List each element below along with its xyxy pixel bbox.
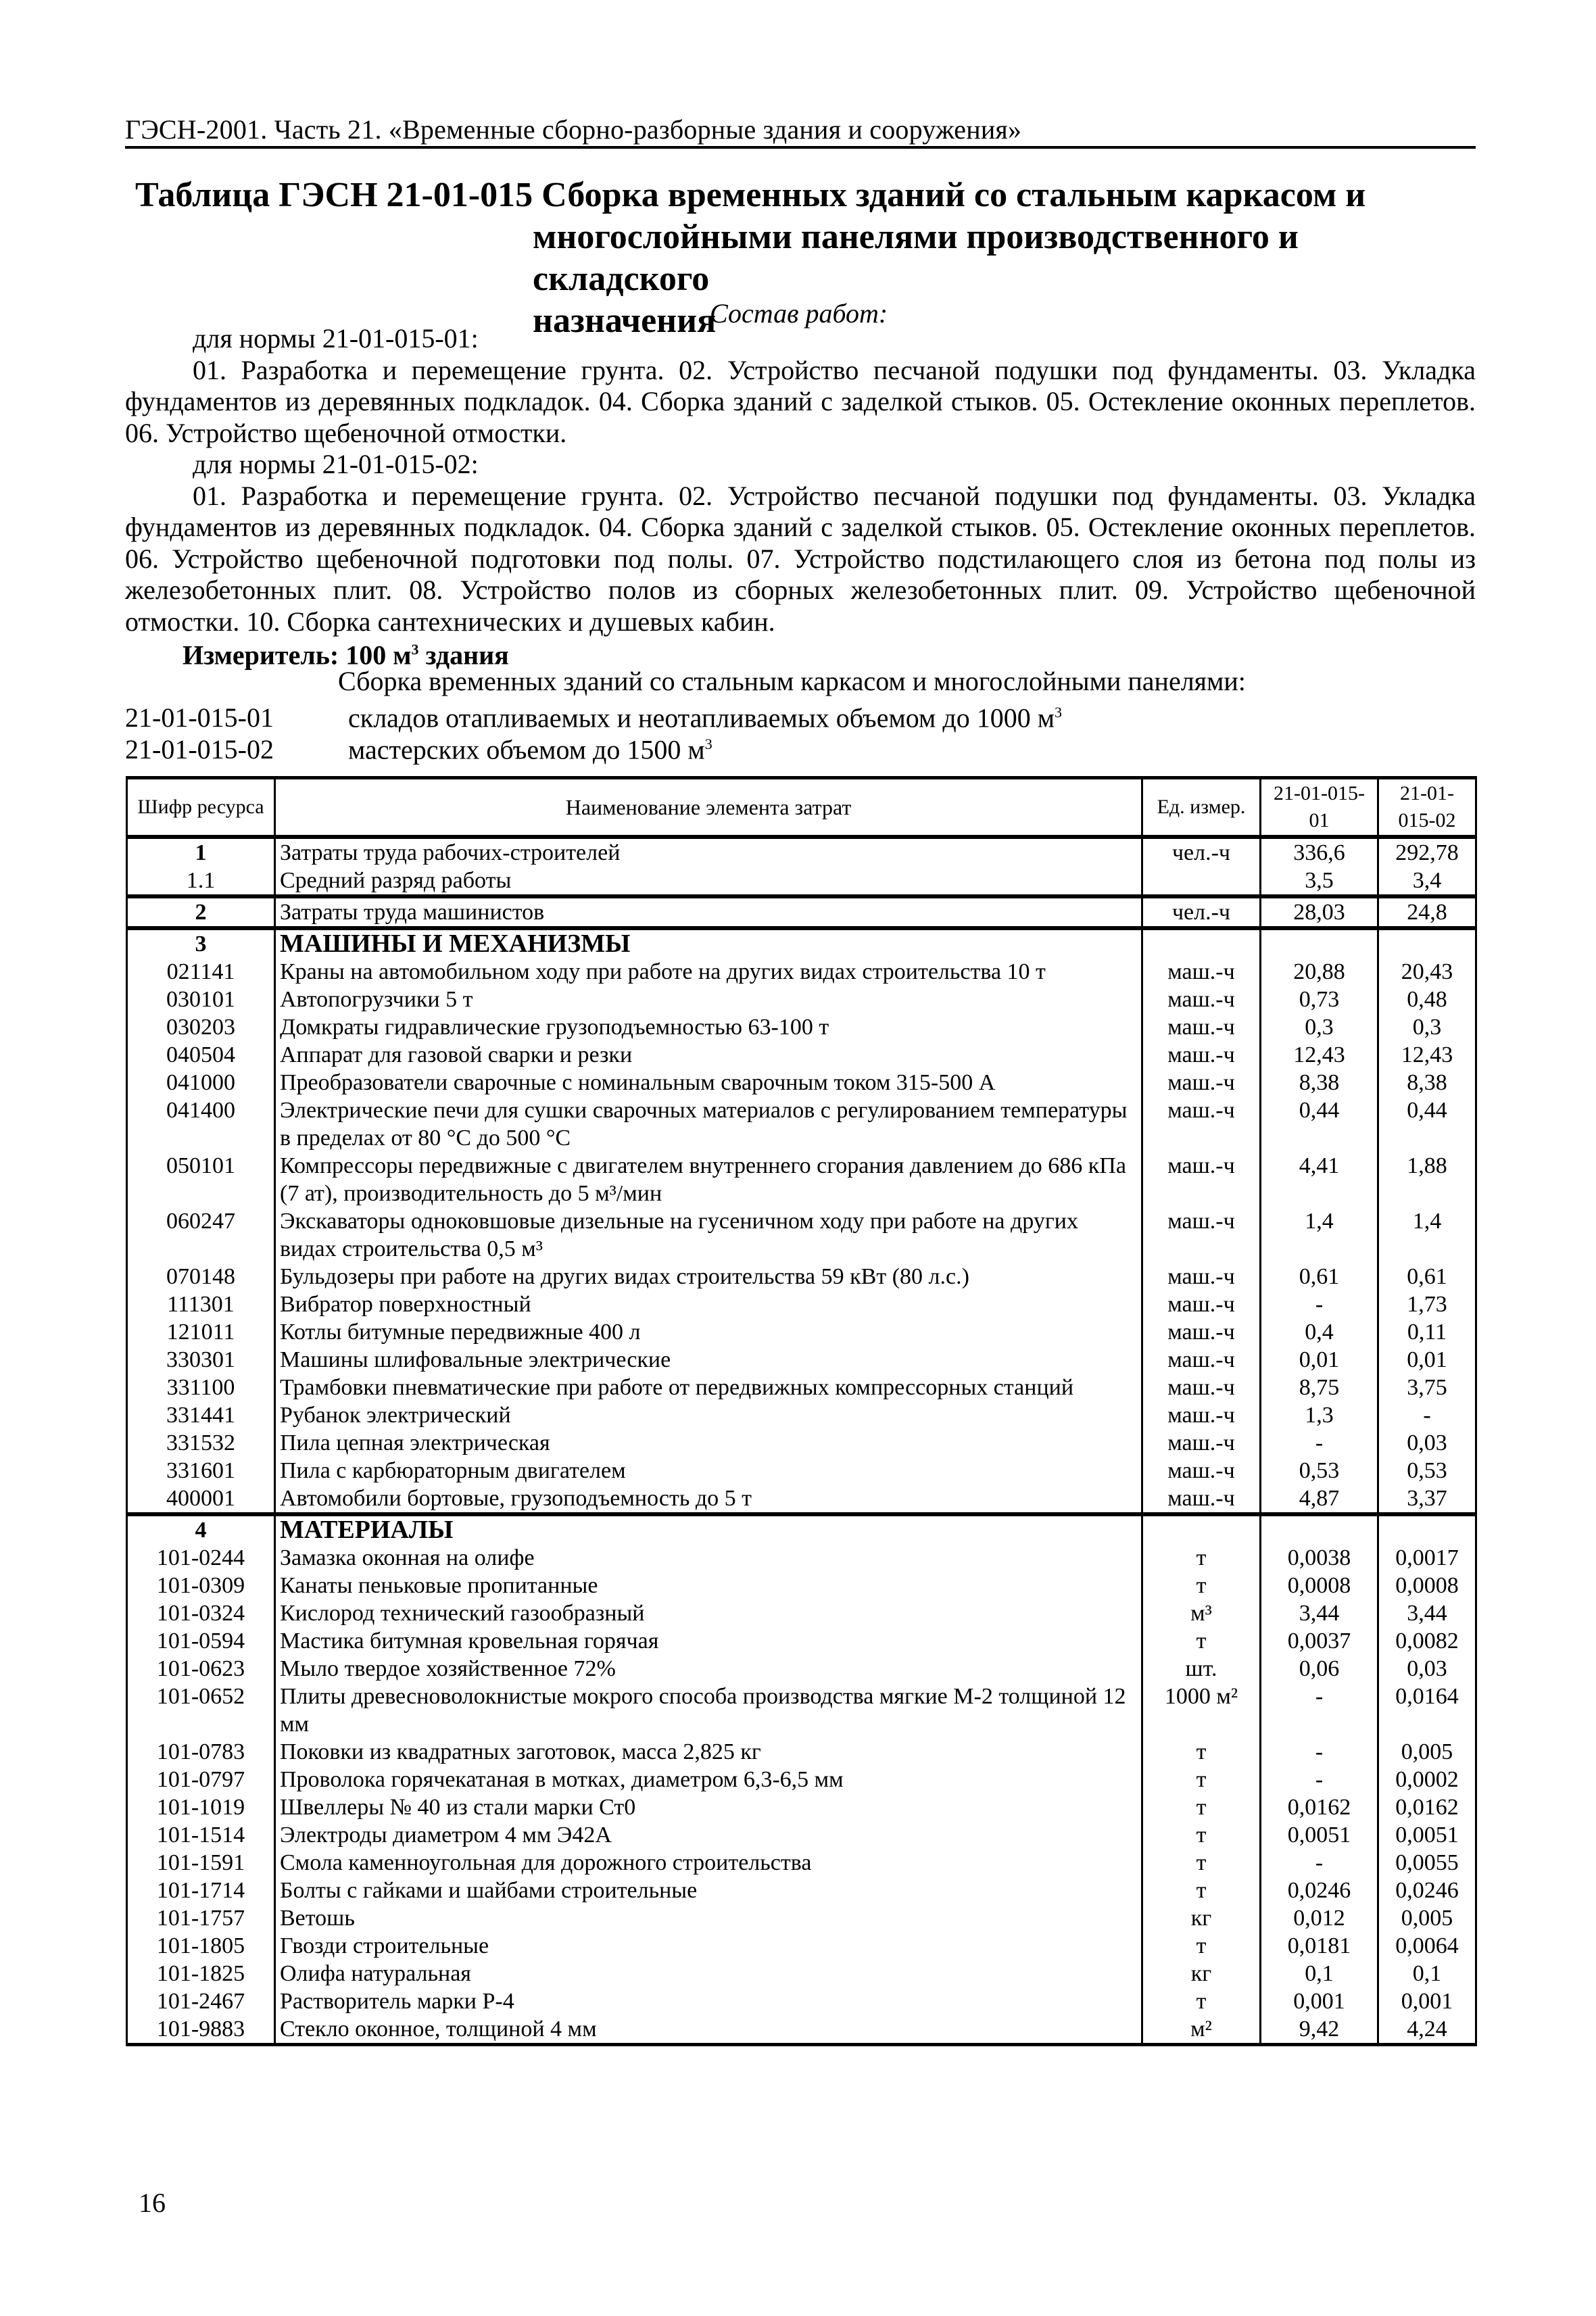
variant-sup: 3 [1055,704,1063,721]
cell-code: 101-0309 [127,1572,275,1599]
table-row [127,1374,1476,1401]
cell-value-01: - [1261,1683,1378,1738]
cell-name: Котлы битумные передвижные 400 л [275,1318,1142,1346]
cell-code: 101-0244 [127,1544,275,1572]
cell-unit: кг [1142,1904,1261,1932]
cell-unit: т [1142,1877,1261,1904]
cell-value-01: 0,0162 [1261,1793,1378,1821]
table-row [127,1849,1476,1877]
cell-code: 021141 [127,958,275,986]
table-row [127,1152,1476,1207]
cell-value-02: 8,38 [1378,1069,1476,1096]
cell-code: 041000 [127,1069,275,1096]
cell-value-02: 0,001 [1378,1987,1476,2015]
cell-unit: маш.-ч [1142,1096,1261,1152]
cell-value-02: 0,11 [1378,1318,1476,1346]
table-row [127,1738,1476,1766]
cell-value-01: 0,0051 [1261,1821,1378,1849]
cell-value-01: 0,0038 [1261,1544,1378,1572]
table-row [127,1793,1476,1821]
cell-value-02: 0,61 [1378,1263,1476,1290]
cell-code: 030101 [127,986,275,1013]
cell-value-01: 0,001 [1261,1987,1378,2015]
table-row [127,1429,1476,1457]
cell-name: Смола каменноугольная для дорожного строительства [275,1849,1142,1877]
cell-value-02: 3,44 [1378,1599,1476,1627]
title-line-2: многослойными панелями производственного и складского [533,218,1299,298]
cell-value-01: 0,73 [1261,986,1378,1013]
cell-value-02: 0,0064 [1378,1932,1476,1960]
cell-code: 101-0783 [127,1738,275,1766]
cell-value-01: 336,6 [1261,837,1378,867]
cell-unit: т [1142,1572,1261,1599]
cell-value-01: 12,43 [1261,1041,1378,1069]
cell-code: 1 [127,837,275,867]
cell-value-01: 28,03 [1261,896,1378,928]
measure-sup: 3 [411,641,419,658]
cell-unit: т [1142,1821,1261,1849]
running-header: ГЭСН-2001. Часть 21. «Временные сборно-разборные здания и сооружения» [125,114,1022,145]
cell-value-02: 0,0008 [1378,1572,1476,1599]
table-row [127,1655,1476,1683]
cell-unit [1142,928,1261,958]
cell-name: Автомобили бортовые, грузоподъемность до 5 т [275,1485,1142,1514]
cell-code: 101-0797 [127,1766,275,1793]
table-row [127,1683,1476,1738]
cell-name: Плиты древесноволокнистые мокрого способа производства мягкие М-2 толщиной 12 мм [275,1683,1142,1738]
cell-name: Мастика битумная кровельная горячая [275,1627,1142,1655]
section-row [127,928,1476,958]
table-row [127,1877,1476,1904]
cell-value-02: 0,0164 [1378,1683,1476,1738]
cell-code: 070148 [127,1263,275,1290]
variant-text: мастерских объемом до 1500 м [348,734,705,765]
cell-value-02: 0,0017 [1378,1544,1476,1572]
cell-value-01: 0,0008 [1261,1572,1378,1599]
header-rule [125,146,1476,149]
cell-name: Гвозди строительные [275,1932,1142,1960]
header-unit: Ед. измер. [1142,778,1261,838]
table-row [127,1960,1476,1987]
cell-name: Трамбовки пневматические при работе от передвижных компрессорных станций [275,1374,1142,1401]
cell-value-02: 4,24 [1378,2015,1476,2045]
cell-value-01: 0,0246 [1261,1877,1378,1904]
table-row [127,1572,1476,1599]
cell-value-01: 0,3 [1261,1013,1378,1041]
table-row [127,1013,1476,1041]
cell-unit: кг [1142,1960,1261,1987]
cell-value-02: 20,43 [1378,958,1476,986]
cell-value-01: 0,06 [1261,1655,1378,1683]
cell-code: 030203 [127,1013,275,1041]
variant-sup: 3 [704,735,712,752]
variants-intro: Сборка временных зданий со стальным каркасом и многослойными панелями: [338,666,1246,696]
cell-name: Ветошь [275,1904,1142,1932]
cell-value-01: 4,87 [1261,1485,1378,1514]
table-row [127,1485,1476,1514]
table-row [127,1401,1476,1429]
table-row [127,958,1476,986]
cell-unit: маш.-ч [1142,1457,1261,1485]
cell-value-02: 0,03 [1378,1429,1476,1457]
cell-value-02: 1,88 [1378,1152,1476,1207]
table-row [127,1932,1476,1960]
cell-value-02: 292,78 [1378,837,1476,867]
cell-value-02: 0,0246 [1378,1877,1476,1904]
cell-name: Замазка оконная на олифе [275,1544,1142,1572]
cell-value-01: 1,3 [1261,1401,1378,1429]
variant-code: 21-01-015-02 [125,734,274,765]
cell-name: Экскаваторы одноковшовые дизельные на гусеничном ходу при работе на других видах строительства 0,5 м³ [275,1207,1142,1263]
table-group [127,896,1476,928]
cell-code: 3 [127,928,275,958]
norm2-works: 01. Разработка и перемещение грунта. 02. Устройство песчаной подушки под фундаменты. 03. Укладка фундаментов из деревянных подкладок. 04. Сборка зданий с заделкой стыков. 05. Остекление оконных переплетов. 06. Устройство щебеночной подготовки под полы. 07. Устройство подстилающего слоя из бетона под полы из железобетонных плит. 08. Устройство полов из сборных железобетонных плит. 09. Устройство щебеночной отмостки. 10. Сборка сантехнических и душевых кабин. [125,480,1476,637]
cell-value-01: 0,01 [1261,1346,1378,1374]
cell-code: 101-1757 [127,1904,275,1932]
cell-value-01: 4,41 [1261,1152,1378,1207]
table-group [127,837,1476,896]
table-row [127,1457,1476,1485]
cell-name: МАШИНЫ И МЕХАНИЗМЫ [275,928,1142,958]
cell-value-02: 3,37 [1378,1485,1476,1514]
cell-value-02: 3,4 [1378,867,1476,896]
table-row [127,986,1476,1013]
cell-code: 331441 [127,1401,275,1429]
table-row [127,837,1476,867]
cell-value-01 [1261,928,1378,958]
table-header-row [127,778,1476,838]
cell-name: Пила с карбюраторным двигателем [275,1457,1142,1485]
cell-value-02 [1378,1514,1476,1544]
cell-unit [1142,867,1261,896]
cell-value-01: 20,88 [1261,958,1378,986]
cell-code: 101-0324 [127,1599,275,1627]
section-row [127,1514,1476,1544]
table-row [127,1544,1476,1572]
cell-value-02: 3,75 [1378,1374,1476,1401]
cell-unit: маш.-ч [1142,1290,1261,1318]
table-row [127,1987,1476,2015]
cell-code: 101-0652 [127,1683,275,1738]
cell-value-01: - [1261,1849,1378,1877]
cell-unit: маш.-ч [1142,1152,1261,1207]
cell-code: 1.1 [127,867,275,896]
cell-name: Компрессоры передвижные с двигателем внутреннего сгорания давлением до 686 кПа (7 ат), производительность до 5 м³/мин [275,1152,1142,1207]
cell-code: 101-0594 [127,1627,275,1655]
measure-suffix: здания [418,640,509,671]
cell-value-02: 24,8 [1378,896,1476,928]
cell-value-02 [1378,928,1476,958]
cell-unit: маш.-ч [1142,1346,1261,1374]
cell-code: 101-0623 [127,1655,275,1683]
cell-name: Вибратор поверхностный [275,1290,1142,1318]
cell-unit: маш.-ч [1142,1485,1261,1514]
cell-value-01: 1,4 [1261,1207,1378,1263]
cell-unit [1142,1514,1261,1544]
cell-value-01: 3,44 [1261,1599,1378,1627]
cell-unit: т [1142,1849,1261,1877]
cell-value-02: 0,0082 [1378,1627,1476,1655]
cell-unit: шт. [1142,1655,1261,1683]
cell-value-02: 0,0055 [1378,1849,1476,1877]
cell-code: 101-1019 [127,1793,275,1821]
cell-value-01: - [1261,1766,1378,1793]
cell-unit: маш.-ч [1142,1401,1261,1429]
cell-unit: чел.-ч [1142,837,1261,867]
cell-name: Проволока горячекатаная в мотках, диаметром 6,3-6,5 мм [275,1766,1142,1793]
cell-code: 101-1805 [127,1932,275,1960]
cell-unit: м³ [1142,1599,1261,1627]
cell-value-01: 0,0037 [1261,1627,1378,1655]
cell-value-01: 0,4 [1261,1318,1378,1346]
cell-value-02: 1,4 [1378,1207,1476,1263]
cell-value-02: 0,48 [1378,986,1476,1013]
cell-unit: т [1142,1738,1261,1766]
cell-value-01: 8,75 [1261,1374,1378,1401]
variant-code: 21-01-015-01 [125,702,274,733]
cell-name: Олифа натуральная [275,1960,1142,1987]
cell-name: Машины шлифовальные электрические [275,1346,1142,1374]
cell-unit: т [1142,1627,1261,1655]
cell-value-01: 0,61 [1261,1263,1378,1290]
cell-value-02: 0,3 [1378,1013,1476,1041]
cell-unit: 1000 м² [1142,1683,1261,1738]
cell-value-02: 0,44 [1378,1096,1476,1152]
cell-name: Рубанок электрический [275,1401,1142,1429]
table-row [127,1207,1476,1263]
table-row [127,1263,1476,1290]
cell-unit: чел.-ч [1142,896,1261,928]
measure-label: Измеритель: 100 м [183,640,412,671]
header-name: Наименование элемента затрат [275,778,1142,838]
cell-code: 331532 [127,1429,275,1457]
cell-name: Мыло твердое хозяйственное 72% [275,1655,1142,1683]
cell-name: Домкраты гидравлические грузоподъемностью 63-100 т [275,1013,1142,1041]
cell-name: Канаты пеньковые пропитанные [275,1572,1142,1599]
cell-name: Электрические печи для сушки сварочных материалов с регулированием температуры в пределах от 80 °С до 500 °С [275,1096,1142,1152]
cell-code: 121011 [127,1318,275,1346]
table-row [127,2015,1476,2045]
cell-name: Затраты труда машинистов [275,896,1142,928]
cell-name: Пила цепная электрическая [275,1429,1142,1457]
cell-code: 101-2467 [127,1987,275,2015]
cell-unit: маш.-ч [1142,1318,1261,1346]
cell-code: 331601 [127,1457,275,1485]
cell-value-02: 0,53 [1378,1457,1476,1485]
cell-unit: маш.-ч [1142,1041,1261,1069]
norm1-label: для нормы 21-01-015-01: [193,323,479,354]
cell-code: 111301 [127,1290,275,1318]
table-row [127,1096,1476,1152]
cell-value-02: 0,03 [1378,1655,1476,1683]
cell-value-02: 1,73 [1378,1290,1476,1318]
cell-value-01: - [1261,1429,1378,1457]
cell-unit: маш.-ч [1142,958,1261,986]
cell-value-01: 0,1 [1261,1960,1378,1987]
table-row [127,1318,1476,1346]
table-row [127,1069,1476,1096]
cell-value-02: 0,005 [1378,1904,1476,1932]
table-row [127,1766,1476,1793]
header-v2: 21-01-015-02 [1378,778,1476,838]
cell-name: Стекло оконное, толщиной 4 мм [275,2015,1142,2045]
cell-name: Растворитель марки Р-4 [275,1987,1142,2015]
cell-unit: маш.-ч [1142,986,1261,1013]
cell-value-01: 3,5 [1261,867,1378,896]
cell-value-01: 0,012 [1261,1904,1378,1932]
composition-label: Состав работ: [710,298,888,329]
cell-unit: т [1142,1766,1261,1793]
norm2-label: для нормы 21-01-015-02: [193,449,479,479]
resource-norms-table [126,776,1477,2046]
variant-text: складов отапливаемых и неотапливаемых объемом до 1000 м [348,702,1055,733]
cell-code: 101-1591 [127,1849,275,1877]
header-v1: 21-01-015-01 [1261,778,1378,838]
cell-code: 4 [127,1514,275,1544]
cell-name: Автопогрузчики 5 т [275,986,1142,1013]
cell-value-01 [1261,1514,1378,1544]
cell-code: 040504 [127,1041,275,1069]
cell-code: 041400 [127,1096,275,1152]
cell-code: 101-1714 [127,1877,275,1904]
cell-value-01: 0,44 [1261,1096,1378,1152]
cell-value-02: 0,005 [1378,1738,1476,1766]
cell-unit: маш.-ч [1142,1207,1261,1263]
cell-value-02: - [1378,1401,1476,1429]
cell-name: Аппарат для газовой сварки и резки [275,1041,1142,1069]
cell-unit: т [1142,1932,1261,1960]
cell-value-02: 0,01 [1378,1346,1476,1374]
cell-name: Затраты труда рабочих-строителей [275,837,1142,867]
cell-unit: маш.-ч [1142,1013,1261,1041]
cell-name: МАТЕРИАЛЫ [275,1514,1142,1544]
cell-name: Поковки из квадратных заготовок, масса 2,825 кг [275,1738,1142,1766]
cell-name: Средний разряд работы [275,867,1142,896]
cell-code: 330301 [127,1346,275,1374]
cell-value-02: 0,0002 [1378,1766,1476,1793]
variant-item [125,729,712,765]
table-group [127,928,1476,1514]
cell-name: Электроды диаметром 4 мм Э42А [275,1821,1142,1849]
cell-code: 050101 [127,1152,275,1207]
cell-unit: маш.-ч [1142,1374,1261,1401]
cell-value-02: 0,1 [1378,1960,1476,1987]
cell-name: Кислород технический газообразный [275,1599,1142,1627]
table-row [127,867,1476,896]
table-row [127,1821,1476,1849]
table-row [127,1599,1476,1627]
cell-unit: маш.-ч [1142,1429,1261,1457]
cell-name: Краны на автомобильном ходу при работе на других видах строительства 10 т [275,958,1142,986]
cell-code: 331100 [127,1374,275,1401]
cell-unit: маш.-ч [1142,1069,1261,1096]
cell-value-02: 0,0051 [1378,1821,1476,1849]
cell-code: 101-1514 [127,1821,275,1849]
title-line-3: назначения [533,301,717,340]
table-row [127,1627,1476,1655]
norm1-works: 01. Разработка и перемещение грунта. 02. Устройство песчаной подушки под фундаменты. 03. Укладка фундаментов из деревянных подкладок. 04. Сборка зданий с заделкой стыков. 05. Остекление оконных переплетов. 06. Устройство щебеночной отмостки. [125,354,1476,448]
cell-unit: маш.-ч [1142,1263,1261,1290]
cell-code: 060247 [127,1207,275,1263]
cell-value-01: - [1261,1290,1378,1318]
cell-value-01: 9,42 [1261,2015,1378,2045]
title-line-1: Таблица ГЭСН 21-01-015 Сборка временных зданий со стальным каркасом и [135,176,1366,214]
table-row [127,1904,1476,1932]
cell-unit: м² [1142,2015,1261,2045]
header-code: Шифр ресурса [127,778,275,838]
works-composition [125,323,1476,637]
table-row [127,1346,1476,1374]
cell-value-01: 8,38 [1261,1069,1378,1096]
page-number: 16 [139,2188,166,2218]
cell-name: Бульдозеры при работе на других видах строительства 59 кВт (80 л.с.) [275,1263,1142,1290]
cell-value-02: 12,43 [1378,1041,1476,1069]
cell-code: 2 [127,896,275,928]
table-row [127,896,1476,928]
cell-code: 101-9883 [127,2015,275,2045]
cell-value-02: 0,0162 [1378,1793,1476,1821]
table-row [127,1290,1476,1318]
cell-name: Преобразователи сварочные с номинальным сварочным током 315-500 А [275,1069,1142,1096]
cell-value-01: - [1261,1738,1378,1766]
cell-unit: т [1142,1987,1261,2015]
table-row [127,1041,1476,1069]
cell-code: 101-1825 [127,1960,275,1987]
cell-unit: т [1142,1793,1261,1821]
table-group [127,1514,1476,2045]
cell-unit: т [1142,1544,1261,1572]
cell-name: Швеллеры № 40 из стали марки Ст0 [275,1793,1142,1821]
cell-value-01: 0,53 [1261,1457,1378,1485]
cell-name: Болты с гайками и шайбами строительные [275,1877,1142,1904]
cell-value-01: 0,0181 [1261,1932,1378,1960]
cell-code: 400001 [127,1485,275,1514]
